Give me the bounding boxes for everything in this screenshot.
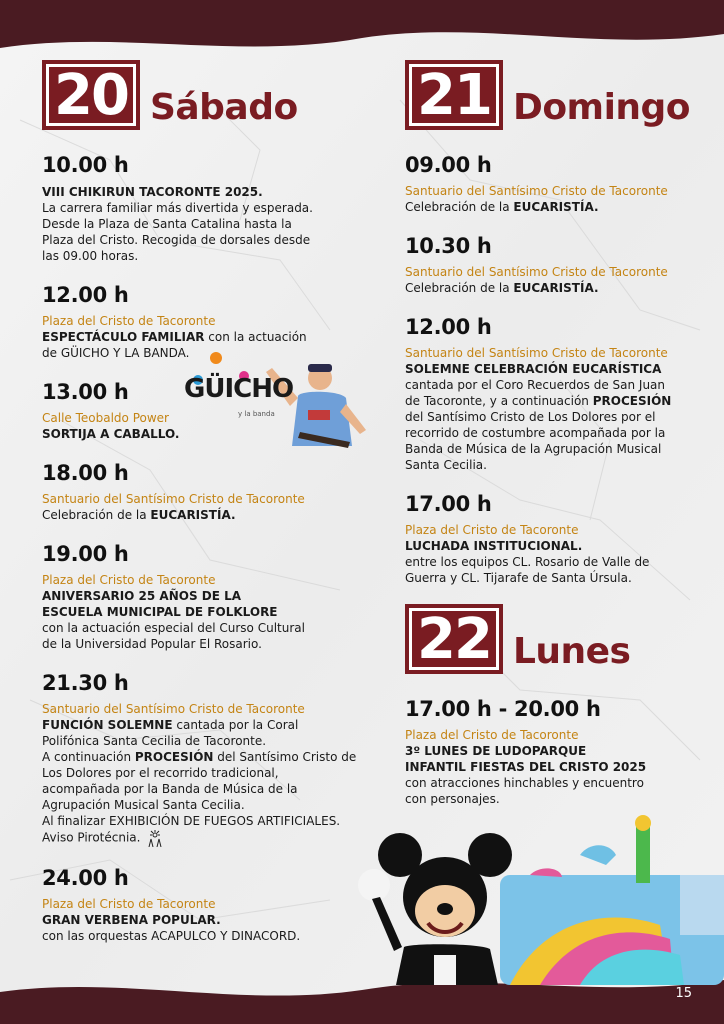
sunday-monday-column: [405, 60, 695, 825]
sunday-event: [405, 152, 695, 215]
event-place: Santuario del Santísimo Cristo de Tacoronte: [405, 184, 668, 198]
saturday-event: [42, 865, 382, 944]
event-text: acompañada por la Banda de Música de la: [42, 782, 298, 796]
event-description-line: [405, 361, 695, 377]
event-description-line: [42, 588, 382, 604]
event-text-part: ESPECTÁCULO FAMILIAR: [42, 330, 205, 344]
event-time: 18.00 h: [42, 461, 129, 485]
event-text: ANIVERSARIO 25 AÑOS DE LA: [42, 589, 242, 603]
event-description-line: [405, 377, 695, 393]
event-text: SORTIJA A CABALLO.: [42, 427, 180, 441]
event-text-part: A continuación: [42, 750, 135, 764]
event-time: 13.00 h: [42, 380, 129, 404]
event-text-part: PROCESIÓN: [592, 394, 672, 408]
event-description-line: [42, 717, 382, 733]
event-text-part: Celebración de la: [405, 281, 514, 295]
event-description-line: [42, 765, 382, 781]
event-time: 12.00 h: [42, 283, 129, 307]
event-description-line: [405, 393, 695, 409]
event-text-part: con la actuación: [204, 330, 307, 344]
event-description-line: [42, 232, 382, 248]
event-description-line: [405, 441, 695, 457]
event-text-part: EUCARISTÍA.: [150, 508, 236, 522]
saturday-column: [42, 60, 382, 962]
event-text: con las orquestas ACAPULCO Y DINACORD.: [42, 929, 301, 943]
fireworks-icon: [144, 829, 166, 847]
event-text: de GÜICHO Y LA BANDA.: [42, 346, 190, 360]
event-description-line: [405, 425, 695, 441]
event-text-part: FUNCIÓN SOLEMNE: [42, 718, 173, 732]
event-description-line: [42, 813, 382, 829]
event-description-line: [42, 912, 382, 928]
event-text: Desde la Plaza de Santa Catalina hasta la: [42, 217, 292, 231]
sunday-event: [405, 491, 695, 586]
monday-day-name: Lunes: [512, 631, 631, 672]
event-time: 24.00 h: [42, 866, 129, 890]
event-description-line: [405, 791, 695, 807]
event-place: Plaza del Cristo de Tacoronte: [42, 897, 216, 911]
saturday-event: [42, 152, 382, 264]
guicho-logo: GÜICHO: [184, 374, 294, 404]
saturday-events: [42, 152, 382, 944]
event-text: Los Dolores por el recorrido tradicional,: [42, 766, 279, 780]
sunday-header: [405, 60, 695, 130]
saturday-event: [42, 541, 382, 652]
page-number: 15: [675, 986, 692, 1001]
event-text-part: EUCARISTÍA.: [513, 281, 599, 295]
event-description-line: [42, 184, 382, 200]
event-description-line: [42, 733, 382, 749]
event-description-line: [405, 554, 695, 570]
event-time: 09.00 h: [405, 153, 492, 177]
event-place: Santuario del Santísimo Cristo de Tacoronte: [405, 265, 668, 279]
sunday-day-name: Domingo: [512, 87, 691, 128]
sunday-event: [405, 233, 695, 296]
event-text: Plaza del Cristo. Recogida de dorsales desde: [42, 233, 311, 247]
event-text: SOLEMNE CELEBRACIÓN EUCARÍSTICA: [405, 362, 662, 376]
monday-event: [405, 696, 695, 807]
event-text: entre los equipos CL. Rosario de Valle de: [405, 555, 650, 569]
event-description-line: [42, 928, 382, 944]
mickey-inflatable-image: [340, 815, 724, 985]
event-time: 10.30 h: [405, 234, 492, 258]
monday-header: [405, 604, 695, 674]
event-description-line: [42, 200, 382, 216]
event-description-line: [42, 781, 382, 797]
event-text: GRAN VERBENA POPULAR.: [42, 913, 221, 927]
event-time: 17.00 h - 20.00 h: [405, 697, 601, 721]
saturday-day-name: Sábado: [149, 87, 298, 128]
event-text: Agrupación Musical Santa Cecilia.: [42, 798, 245, 812]
event-text-part: Celebración de la: [405, 200, 514, 214]
event-description-line: [405, 199, 695, 215]
event-text: cantada por el Coro Recuerdos de San Juan: [405, 378, 666, 392]
event-place: Santuario del Santísimo Cristo de Tacoronte: [42, 702, 305, 716]
event-text: con personajes.: [405, 792, 500, 806]
event-text: 3º LUNES DE LUDOPARQUE: [405, 744, 587, 758]
event-place: Santuario del Santísimo Cristo de Tacoronte: [405, 346, 668, 360]
event-description-line: [405, 570, 695, 586]
monday-events: [405, 696, 695, 807]
saturday-day-number: 20: [42, 60, 140, 130]
saturday-event: [42, 460, 382, 523]
event-text: con la actuación especial del Curso Cultural: [42, 621, 305, 635]
event-description-line: [405, 759, 695, 775]
event-place: Plaza del Cristo de Tacoronte: [42, 314, 216, 328]
event-description-line: [405, 280, 695, 296]
event-description-line: [405, 775, 695, 791]
event-place: Plaza del Cristo de Tacoronte: [405, 728, 579, 742]
sunday-event: [405, 314, 695, 473]
guicho-promo: [180, 346, 380, 456]
event-text: recorrido de costumbre acompañada por la: [405, 426, 666, 440]
event-text-part: de Tacoronte, y a continuación: [405, 394, 593, 408]
event-text: Guerra y CL. Tijarafe de Santa Úrsula.: [405, 571, 632, 585]
event-text: VIII CHIKIRUN TACORONTE 2025.: [42, 185, 263, 199]
event-text: de la Universidad Popular El Rosario.: [42, 637, 262, 651]
event-text: INFANTIL FIESTAS DEL CRISTO 2025: [405, 760, 647, 774]
event-description-line: [405, 409, 695, 425]
event-description-line: [42, 749, 382, 765]
event-description-line: [42, 507, 382, 523]
event-time: 17.00 h: [405, 492, 492, 516]
event-text-part: cantada por la Coral: [172, 718, 299, 732]
saturday-header: [42, 60, 382, 130]
event-text: Aviso Pirotécnia.: [42, 830, 141, 845]
event-place: Santuario del Santísimo Cristo de Tacoronte: [42, 492, 305, 506]
event-time: 19.00 h: [42, 542, 129, 566]
event-text-part: PROCESIÓN: [134, 750, 214, 764]
event-description-line: [42, 620, 382, 636]
event-description-line: [42, 248, 382, 264]
event-text-part: del Santísimo Cristo de: [213, 750, 357, 764]
event-text: Al finalizar EXHIBICIÓN DE FUEGOS ARTIFICIALES.: [42, 814, 341, 828]
guicho-logo-subtitle: y la banda: [238, 410, 275, 418]
event-time: 12.00 h: [405, 315, 492, 339]
sunday-day-number: 21: [405, 60, 503, 130]
event-description-line: [405, 538, 695, 554]
sunday-events: [405, 152, 695, 586]
event-text: LUCHADA INSTITUCIONAL.: [405, 539, 583, 553]
event-text: con atracciones hinchables y encuentro: [405, 776, 644, 790]
monday-day-number: 22: [405, 604, 503, 674]
saturday-event: [42, 670, 382, 847]
event-place: Calle Teobaldo Power: [42, 411, 169, 425]
event-text-part: Celebración de la: [42, 508, 151, 522]
event-description-line: [42, 797, 382, 813]
event-time: 21.30 h: [42, 671, 129, 695]
event-text-part: EUCARISTÍA.: [513, 200, 599, 214]
event-text: ESCUELA MUNICIPAL DE FOLKLORE: [42, 605, 278, 619]
event-time: 10.00 h: [42, 153, 129, 177]
event-text: Santa Cecilia.: [405, 458, 487, 472]
event-description-line: [42, 604, 382, 620]
event-text: Banda de Música de la Agrupación Musical: [405, 442, 662, 456]
event-description-line: [42, 829, 382, 847]
event-description-line: [42, 216, 382, 232]
event-place: Plaza del Cristo de Tacoronte: [405, 523, 579, 537]
event-text: Polifónica Santa Cecilia de Tacoronte.: [42, 734, 267, 748]
event-text: las 09.00 horas.: [42, 249, 139, 263]
event-place: Plaza del Cristo de Tacoronte: [42, 573, 216, 587]
event-text: La carrera familiar más divertida y esperada.: [42, 201, 313, 215]
event-description-line: [42, 636, 382, 652]
event-text: del Santísimo Cristo de Los Dolores por el: [405, 410, 656, 424]
event-description-line: [42, 329, 382, 345]
event-description-line: [405, 743, 695, 759]
event-description-line: [405, 457, 695, 473]
